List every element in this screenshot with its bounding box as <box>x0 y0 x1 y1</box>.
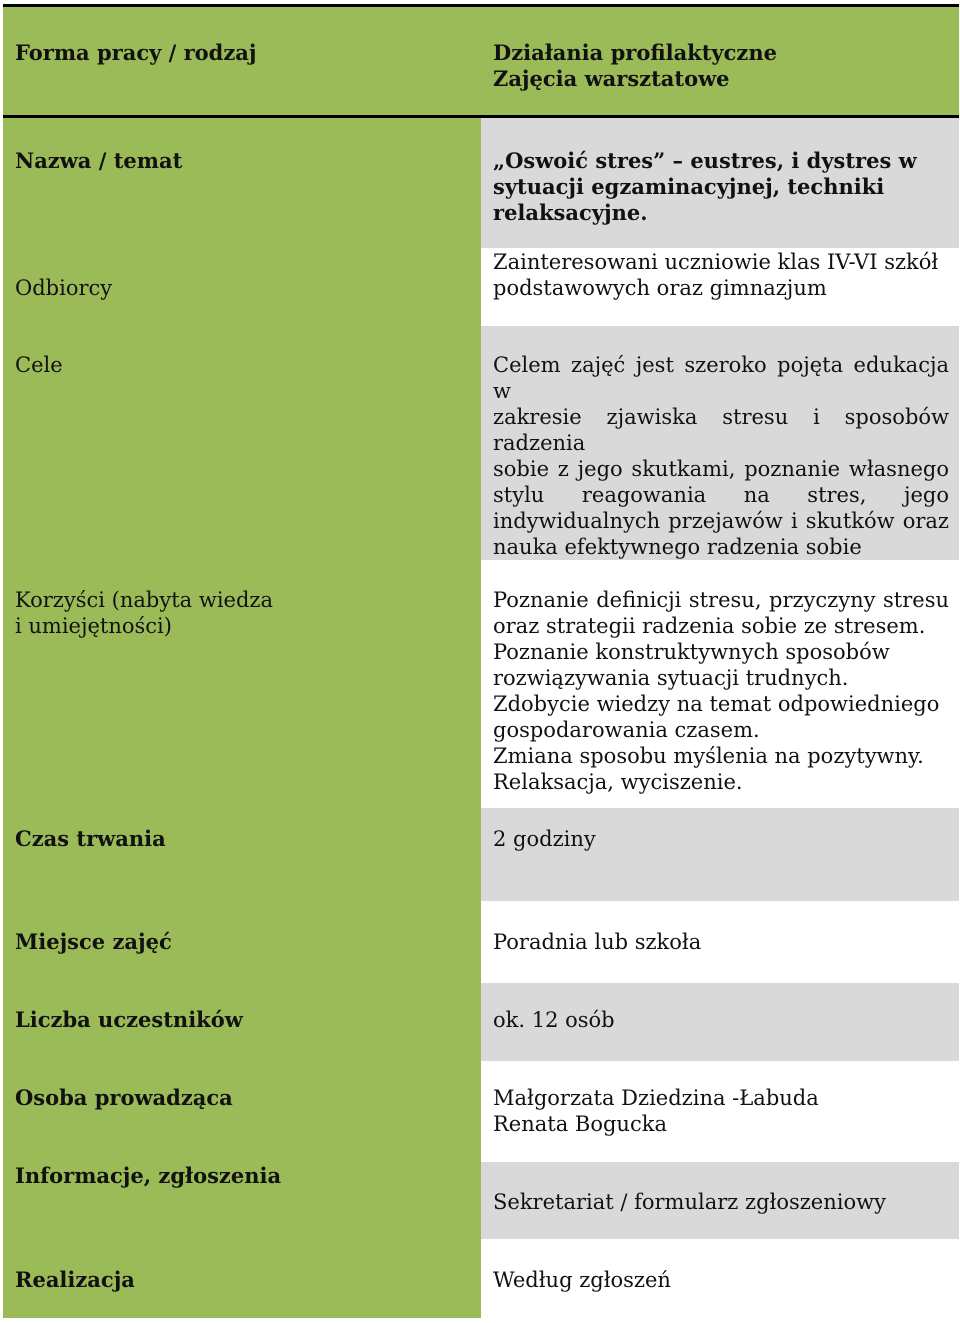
korzysci-label <box>15 587 471 639</box>
osoba-value-line: Renata Bogucka <box>493 1112 667 1136</box>
forma-value-line: Zajęcia warsztatowe <box>493 66 730 91</box>
korzysci-value-line: rozwiązywania sytuacji trudnych. <box>493 666 849 690</box>
cele-value-line: nauka efektywnego radzenia sobie <box>493 535 862 559</box>
cell-forma-value <box>481 7 959 115</box>
cele-value <box>493 352 949 586</box>
liczba-value: ok. 12 osób <box>493 1008 615 1032</box>
cell-korzysci-label <box>3 560 481 808</box>
korzysci-value-line: Poznanie definicji stresu, przyczyny stresu <box>493 588 949 612</box>
cell-liczba-label <box>3 983 481 1061</box>
row-nazwa <box>3 118 959 248</box>
cell-informacje-label <box>3 1162 481 1239</box>
informacje-value: Sekretariat / formularz zgłoszeniowy <box>493 1190 886 1214</box>
odbiorcy-label: Odbiorcy <box>15 276 113 300</box>
row-osoba <box>3 1061 959 1162</box>
row-czas <box>3 808 959 901</box>
cele-value-line: zakresie zjawiska stresu i sposobów radzenia <box>493 405 949 455</box>
korzysci-value-line: Zmiana sposobu myślenia na pozytywny. <box>493 744 924 768</box>
nazwa-value <box>493 148 949 226</box>
informacje-label: Informacje, zgłoszenia <box>15 1163 282 1188</box>
korzysci-value-line: gospodarowania czasem. <box>493 718 760 742</box>
cele-value-line: Celem zajęć jest szeroko pojęta edukacja w <box>493 353 949 403</box>
forma-label: Forma pracy / rodzaj <box>15 40 257 65</box>
row-liczba <box>3 983 959 1061</box>
cell-korzysci-value <box>481 560 959 808</box>
row-forma <box>3 7 959 115</box>
row-miejsce <box>3 901 959 983</box>
cell-osoba-label <box>3 1061 481 1162</box>
cele-value-line: stylu reagowania na stres, jego <box>493 483 949 507</box>
cele-value-line: sobie z jego skutkami, poznanie własnego <box>493 457 949 481</box>
nazwa-label: Nazwa / temat <box>15 148 183 173</box>
cell-liczba-value <box>481 983 959 1061</box>
cell-cele-value <box>481 326 959 560</box>
osoba-value <box>493 1085 949 1137</box>
cell-nazwa-value <box>481 118 959 248</box>
cell-odbiorcy-label <box>3 248 481 326</box>
osoba-label: Osoba prowadząca <box>15 1085 233 1110</box>
nazwa-value-line: „Oswoić stres” – eustres, i dystres w <box>493 148 917 173</box>
korzysci-label-line: Korzyści (nabyta wiedza <box>15 588 273 612</box>
osoba-value-line: Małgorzata Dziedzina -Łabuda <box>493 1086 819 1110</box>
forma-value <box>493 40 949 92</box>
korzysci-value-line: Relaksacja, wyciszenie. <box>493 770 743 794</box>
row-realizacja <box>3 1239 959 1318</box>
cell-czas-label <box>3 808 481 901</box>
nazwa-value-line: sytuacji egzaminacyjnej, techniki <box>493 174 885 199</box>
cell-cele-label <box>3 326 481 560</box>
cell-forma-label <box>3 7 481 115</box>
program-table <box>3 4 959 1318</box>
korzysci-value-line: oraz strategii radzenia sobie ze stresem. <box>493 614 926 638</box>
cell-informacje-value <box>481 1162 959 1239</box>
czas-label: Czas trwania <box>15 826 166 851</box>
cell-miejsce-label <box>3 901 481 983</box>
odbiorcy-value-line: Zainteresowani uczniowie klas IV-VI szkół <box>493 250 939 274</box>
cele-label: Cele <box>15 353 63 377</box>
forma-value-line: Działania profilaktyczne <box>493 40 777 65</box>
row-informacje <box>3 1162 959 1239</box>
nazwa-value-line: relaksacyjne. <box>493 200 648 225</box>
row-cele <box>3 326 959 560</box>
cell-osoba-value <box>481 1061 959 1162</box>
row-korzysci <box>3 560 959 808</box>
liczba-label: Liczba uczestników <box>15 1007 243 1032</box>
korzysci-value-line: Poznanie konstruktywnych sposobów <box>493 640 890 664</box>
cell-miejsce-value <box>481 901 959 983</box>
realizacja-label: Realizacja <box>15 1267 135 1292</box>
cell-realizacja-label <box>3 1239 481 1318</box>
korzysci-value-line: Zdobycie wiedzy na temat odpowiedniego <box>493 692 940 716</box>
miejsce-value: Poradnia lub szkoła <box>493 930 702 954</box>
cell-czas-value <box>481 808 959 901</box>
odbiorcy-value <box>493 249 949 301</box>
cele-value-line: indywidualnych przejawów i skutków oraz <box>493 509 949 533</box>
cell-realizacja-value <box>481 1239 959 1318</box>
czas-value: 2 godziny <box>493 827 596 851</box>
miejsce-label: Miejsce zajęć <box>15 929 172 954</box>
korzysci-value <box>493 587 949 795</box>
cell-odbiorcy-value <box>481 248 959 326</box>
row-odbiorcy <box>3 248 959 326</box>
odbiorcy-value-line: podstawowych oraz gimnazjum <box>493 276 827 300</box>
cell-nazwa-label <box>3 118 481 248</box>
realizacja-value: Według zgłoszeń <box>493 1268 671 1292</box>
korzysci-label-line: i umiejętności) <box>15 614 172 638</box>
